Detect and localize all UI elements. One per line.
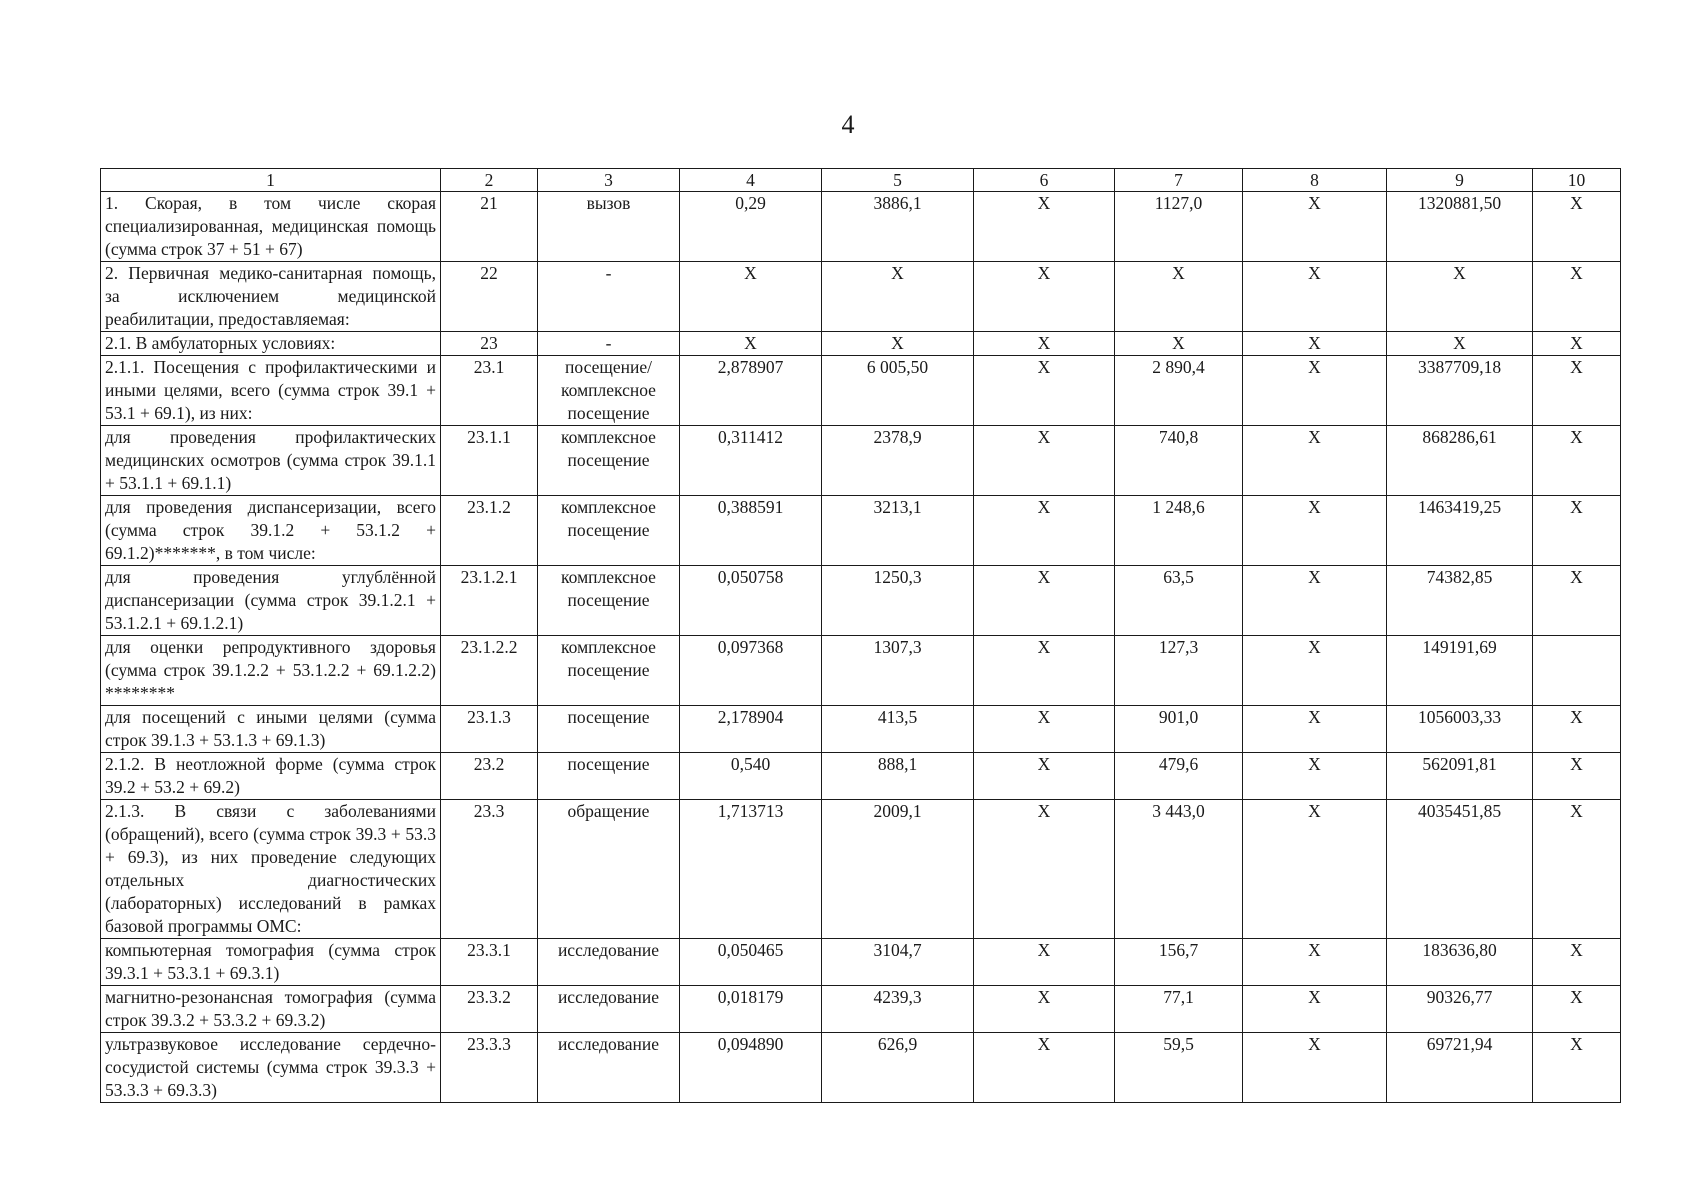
value-cell: 6 005,50 xyxy=(822,356,974,426)
value-cell: 1463419,25 xyxy=(1387,496,1533,566)
column-header: 5 xyxy=(822,169,974,192)
value-cell: X xyxy=(1533,332,1621,356)
row-code: 23.3.2 xyxy=(441,986,538,1033)
value-cell: 0,050758 xyxy=(680,566,822,636)
value-cell: 1250,3 xyxy=(822,566,974,636)
value-cell: X xyxy=(1533,706,1621,753)
value-cell: X xyxy=(974,800,1115,939)
value-cell: X xyxy=(974,262,1115,332)
value-cell: X xyxy=(1243,636,1387,706)
value-cell: X xyxy=(1533,1033,1621,1103)
value-cell: X xyxy=(1243,753,1387,800)
value-cell: 901,0 xyxy=(1115,706,1243,753)
column-header: 9 xyxy=(1387,169,1533,192)
value-cell: 3 443,0 xyxy=(1115,800,1243,939)
value-cell: 0,094890 xyxy=(680,1033,822,1103)
value-cell: 127,3 xyxy=(1115,636,1243,706)
unit-cell: посещение/ комплексное посещение xyxy=(538,356,680,426)
value-cell: X xyxy=(1243,192,1387,262)
value-cell: 0,388591 xyxy=(680,496,822,566)
value-cell: X xyxy=(1115,262,1243,332)
value-cell: X xyxy=(1243,332,1387,356)
value-cell: X xyxy=(1243,262,1387,332)
value-cell: X xyxy=(1115,332,1243,356)
row-description: для проведения профилактических медицинских осмотров (сумма строк 39.1.1 + 53.1.1 + 69.1.1) xyxy=(101,426,441,496)
value-cell: X xyxy=(974,706,1115,753)
value-cell: 74382,85 xyxy=(1387,566,1533,636)
table-row xyxy=(101,426,1621,496)
value-cell: 2009,1 xyxy=(822,800,974,939)
value-cell: 69721,94 xyxy=(1387,1033,1533,1103)
unit-cell: комплексное посещение xyxy=(538,426,680,496)
row-description: 2.1.2. В неотложной форме (сумма строк 39.2 + 53.2 + 69.2) xyxy=(101,753,441,800)
value-cell: X xyxy=(974,753,1115,800)
value-cell: 90326,77 xyxy=(1387,986,1533,1033)
row-code: 23.3 xyxy=(441,800,538,939)
value-cell: 0,050465 xyxy=(680,939,822,986)
value-cell: 868286,61 xyxy=(1387,426,1533,496)
row-description: для посещений с иными целями (сумма строк 39.1.3 + 53.1.3 + 69.1.3) xyxy=(101,706,441,753)
value-cell: X xyxy=(1387,332,1533,356)
value-cell: X xyxy=(1243,496,1387,566)
value-cell: 888,1 xyxy=(822,753,974,800)
table-row xyxy=(101,706,1621,753)
value-cell: 740,8 xyxy=(1115,426,1243,496)
value-cell: X xyxy=(1533,426,1621,496)
value-cell: 2,878907 xyxy=(680,356,822,426)
value-cell: X xyxy=(1533,800,1621,939)
unit-cell: вызов xyxy=(538,192,680,262)
value-cell: X xyxy=(1243,566,1387,636)
value-cell: 2378,9 xyxy=(822,426,974,496)
value-cell: X xyxy=(974,636,1115,706)
value-cell: 3387709,18 xyxy=(1387,356,1533,426)
row-code: 23.2 xyxy=(441,753,538,800)
value-cell: 1,713713 xyxy=(680,800,822,939)
row-code: 23 xyxy=(441,332,538,356)
unit-cell: обращение xyxy=(538,800,680,939)
row-code: 23.3.1 xyxy=(441,939,538,986)
unit-cell: комплексное посещение xyxy=(538,496,680,566)
row-code: 21 xyxy=(441,192,538,262)
value-cell: X xyxy=(974,356,1115,426)
value-cell: X xyxy=(974,986,1115,1033)
value-cell: X xyxy=(974,496,1115,566)
column-header: 2 xyxy=(441,169,538,192)
value-cell: 59,5 xyxy=(1115,1033,1243,1103)
page-number: 4 xyxy=(841,110,855,139)
value-cell: X xyxy=(974,939,1115,986)
table-row xyxy=(101,986,1621,1033)
value-cell: X xyxy=(1387,262,1533,332)
value-cell: 183636,80 xyxy=(1387,939,1533,986)
value-cell: X xyxy=(1533,986,1621,1033)
value-cell: 0,29 xyxy=(680,192,822,262)
row-description: магнитно-резонансная томография (сумма строк 39.3.2 + 53.3.2 + 69.3.2) xyxy=(101,986,441,1033)
value-cell: X xyxy=(822,332,974,356)
value-cell: 1056003,33 xyxy=(1387,706,1533,753)
table-row xyxy=(101,566,1621,636)
value-cell: 3104,7 xyxy=(822,939,974,986)
table-row xyxy=(101,356,1621,426)
value-cell: X xyxy=(1533,939,1621,986)
value-cell: 149191,69 xyxy=(1387,636,1533,706)
value-cell: X xyxy=(1533,192,1621,262)
value-cell: X xyxy=(1533,356,1621,426)
value-cell: X xyxy=(1243,356,1387,426)
table-row xyxy=(101,753,1621,800)
row-code: 23.1.1 xyxy=(441,426,538,496)
value-cell: X xyxy=(680,332,822,356)
table-row xyxy=(101,332,1621,356)
value-cell: X xyxy=(1533,753,1621,800)
value-cell: 4239,3 xyxy=(822,986,974,1033)
row-code: 23.1.3 xyxy=(441,706,538,753)
value-cell: X xyxy=(1243,426,1387,496)
value-cell: 3886,1 xyxy=(822,192,974,262)
table-row xyxy=(101,636,1621,706)
value-cell: X xyxy=(1243,800,1387,939)
value-cell: 77,1 xyxy=(1115,986,1243,1033)
value-cell: X xyxy=(1243,986,1387,1033)
table-row xyxy=(101,939,1621,986)
unit-cell: посещение xyxy=(538,753,680,800)
value-cell: 3213,1 xyxy=(822,496,974,566)
unit-cell: комплексное посещение xyxy=(538,566,680,636)
value-cell: X xyxy=(974,192,1115,262)
value-cell: 479,6 xyxy=(1115,753,1243,800)
value-cell: 562091,81 xyxy=(1387,753,1533,800)
unit-cell: комплексное посещение xyxy=(538,636,680,706)
unit-cell: исследование xyxy=(538,939,680,986)
unit-cell: посещение xyxy=(538,706,680,753)
value-cell: 2 890,4 xyxy=(1115,356,1243,426)
table-row xyxy=(101,192,1621,262)
row-code: 23.3.3 xyxy=(441,1033,538,1103)
value-cell: 0,540 xyxy=(680,753,822,800)
row-description: 2.1.3. В связи с заболеваниями (обращений), всего (сумма строк 39.3 + 53.3 + 69.3), из них проведение следующих отдельных диагностических (лабораторных) исследований в рамках базовой программы ОМС: xyxy=(101,800,441,939)
row-code: 23.1.2.2 xyxy=(441,636,538,706)
row-code: 23.1.2.1 xyxy=(441,566,538,636)
value-cell: 1320881,50 xyxy=(1387,192,1533,262)
value-cell: 0,311412 xyxy=(680,426,822,496)
data-table xyxy=(100,168,1621,1103)
value-cell: X xyxy=(1533,496,1621,566)
value-cell: 413,5 xyxy=(822,706,974,753)
table-row xyxy=(101,262,1621,332)
value-cell: X xyxy=(1243,1033,1387,1103)
column-header: 3 xyxy=(538,169,680,192)
row-description: 2.1. В амбулаторных условиях: xyxy=(101,332,441,356)
value-cell: X xyxy=(974,566,1115,636)
row-description: 2. Первичная медико-санитарная помощь, за исключением медицинской реабилитации, предоставляемая: xyxy=(101,262,441,332)
column-header: 4 xyxy=(680,169,822,192)
value-cell: X xyxy=(680,262,822,332)
value-cell: 2,178904 xyxy=(680,706,822,753)
value-cell: 0,097368 xyxy=(680,636,822,706)
row-code: 23.1 xyxy=(441,356,538,426)
value-cell: 1307,3 xyxy=(822,636,974,706)
column-header: 7 xyxy=(1115,169,1243,192)
row-description: компьютерная томография (сумма строк 39.3.1 + 53.3.1 + 69.3.1) xyxy=(101,939,441,986)
table-row xyxy=(101,1033,1621,1103)
value-cell: 4035451,85 xyxy=(1387,800,1533,939)
value-cell: 63,5 xyxy=(1115,566,1243,636)
value-cell: X xyxy=(1533,566,1621,636)
row-code: 23.1.2 xyxy=(441,496,538,566)
value-cell: X xyxy=(1243,939,1387,986)
value-cell: 1127,0 xyxy=(1115,192,1243,262)
value-cell: X xyxy=(974,332,1115,356)
table-row xyxy=(101,496,1621,566)
value-cell: 156,7 xyxy=(1115,939,1243,986)
value-cell: 1 248,6 xyxy=(1115,496,1243,566)
value-cell: X xyxy=(1533,262,1621,332)
unit-cell: - xyxy=(538,332,680,356)
unit-cell: исследование xyxy=(538,1033,680,1103)
column-header: 10 xyxy=(1533,169,1621,192)
column-header: 8 xyxy=(1243,169,1387,192)
row-description: 1. Скорая, в том числе скорая специализированная, медицинская помощь (сумма строк 37 + 51 + 67) xyxy=(101,192,441,262)
row-description: для оценки репродуктивного здоровья (сумма строк 39.1.2.2 + 53.1.2.2 + 69.1.2.2) ******** xyxy=(101,636,441,706)
unit-cell: исследование xyxy=(538,986,680,1033)
row-description: 2.1.1. Посещения с профилактическими и иными целями, всего (сумма строк 39.1 + 53.1 + 69.1), из них: xyxy=(101,356,441,426)
row-description: ультразвуковое исследование сердечно-сосудистой системы (сумма строк 39.3.3 + 53.3.3 + 69.3.3) xyxy=(101,1033,441,1103)
table-row xyxy=(101,800,1621,939)
unit-cell: - xyxy=(538,262,680,332)
column-header: 1 xyxy=(101,169,441,192)
row-code: 22 xyxy=(441,262,538,332)
value-cell: X xyxy=(1243,706,1387,753)
column-header: 6 xyxy=(974,169,1115,192)
value-cell: X xyxy=(974,426,1115,496)
row-description: для проведения диспансеризации, всего (сумма строк 39.1.2 + 53.1.2 + 69.1.2)*******, в том числе: xyxy=(101,496,441,566)
value-cell: X xyxy=(822,262,974,332)
row-description: для проведения углублённой диспансеризации (сумма строк 39.1.2.1 + 53.1.2.1 + 69.1.2.1) xyxy=(101,566,441,636)
value-cell: 0,018179 xyxy=(680,986,822,1033)
value-cell: 626,9 xyxy=(822,1033,974,1103)
header-row xyxy=(101,169,1621,192)
value-cell: X xyxy=(974,1033,1115,1103)
value-cell xyxy=(1533,636,1621,706)
